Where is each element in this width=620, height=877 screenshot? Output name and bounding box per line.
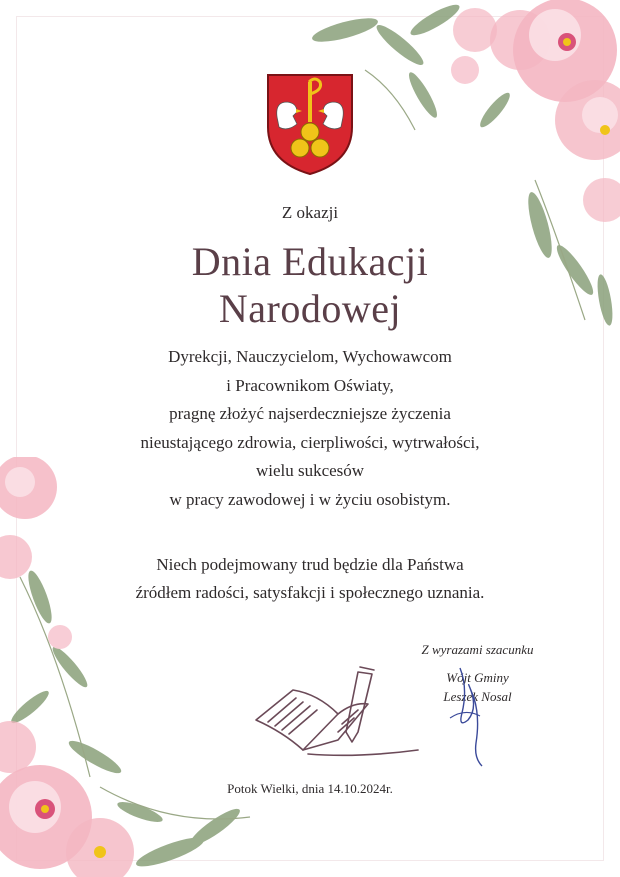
greeting-line: nieustającego zdrowia, cierpliwości, wytrwałości,	[140, 432, 480, 452]
signature-scribble-icon	[440, 658, 510, 768]
greeting-line: Dyrekcji, Nauczycielom, Wychowawcom	[168, 347, 452, 366]
greeting-line: i Pracownikom Oświaty,	[226, 375, 394, 395]
wish-line: Niech podejmowany trud będzie dla Państwa	[156, 555, 464, 574]
book-pen-icon	[248, 662, 423, 762]
greeting-paragraph	[0, 343, 620, 514]
regards-text: Z wyrazami szacunku	[421, 642, 534, 657]
greeting-line: wielu sukcesów	[255, 461, 365, 480]
wish-line: źródłem radości, satysfakcji i społecznego uznania.	[135, 583, 485, 602]
floral-corner-bottom-left-icon	[0, 457, 270, 877]
title-line-1: Dnia Edukacji	[191, 239, 429, 284]
page-title	[0, 238, 620, 332]
greeting-line: pragnę złożyć najserdeczniejsze życzenia	[169, 404, 451, 423]
wish-paragraph	[0, 551, 620, 607]
occasion-text: Z okazji	[281, 203, 339, 222]
coat-of-arms-icon	[265, 72, 355, 177]
title-line-2: Narodowej	[218, 286, 402, 331]
place-and-date: Potok Wielki, dnia 14.10.2024r.	[227, 781, 393, 796]
signer-name: Leszek Nosal	[443, 689, 512, 704]
signer-role: Wójt Gminy	[446, 670, 509, 685]
greeting-line: w pracy zawodowej i w życiu osobistym.	[169, 489, 451, 509]
